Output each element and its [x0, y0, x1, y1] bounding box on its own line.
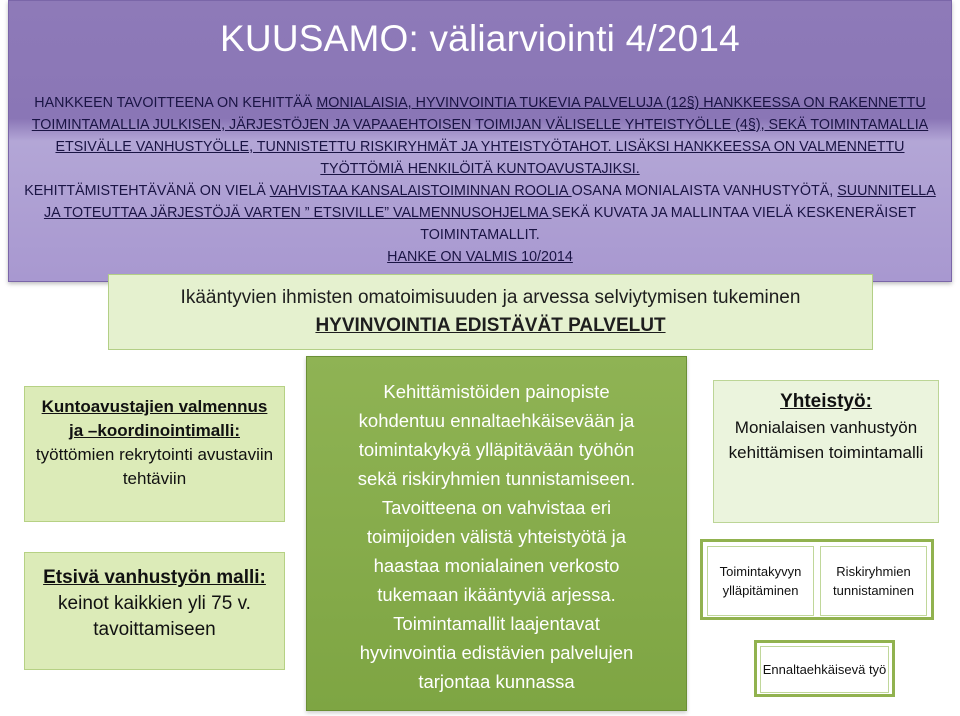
coaching-model-title-2: ja –koordinointimalli: [69, 421, 240, 440]
focus-line: sekä riskiryhmien tunnistamiseen. [357, 468, 636, 489]
outreach-model-desc-1: keinot kaikkien yli 75 v. [58, 593, 251, 614]
outreach-model-title: Etsivä vanhustyön malli: [43, 567, 266, 588]
risk-groups-box: Riskiryhmien tunnistaminen [820, 546, 927, 616]
focus-line: toimintakykyä ylläpitävään työhön [358, 439, 635, 460]
cooperation-box [713, 380, 939, 523]
focus-line: toimijoiden välistä yhteistyötä ja [366, 526, 627, 547]
outreach-model-desc-2: tavoittamiseen [93, 619, 216, 640]
focus-line: kohdentuu ennaltaehkäisevään ja [358, 410, 635, 431]
banner-title: HYVINVOINTIA EDISTÄVÄT PALVELUT [315, 315, 666, 336]
header-body [18, 92, 942, 268]
cooperation-title: Yhteistyö: [780, 391, 872, 412]
focus-line: tukemaan ikääntyviä arjessa. [377, 584, 616, 605]
page-title: KUUSAMO: väliarviointi 4/2014 [220, 18, 740, 59]
coaching-model-box [24, 386, 285, 522]
focus-column [306, 356, 687, 711]
focus-line: Toimintamallit laajentavat [393, 613, 600, 634]
ready-note: HANKE ON VALMIS 10/2014 [387, 249, 573, 265]
focus-line: tarjontaa kunnassa [418, 671, 575, 692]
functional-ability-box: Toimintakyvyn ylläpitäminen [707, 546, 814, 616]
banner-subtitle: Ikääntyvien ihmisten omatoimisuuden ja arvessa selviytymisen tukeminen [180, 287, 801, 308]
focus-line: haastaa monialainen verkosto [373, 555, 620, 576]
coaching-model-title-1: Kuntoavustajien valmennus [41, 397, 268, 416]
focus-line: Tavoitteena on vahvistaa eri [381, 497, 612, 518]
coaching-model-desc: työttömien rekrytointi avustaviin tehtäviin [35, 445, 274, 488]
cooperation-desc: Monialaisen vanhustyön kehittämisen toimintamalli [728, 418, 924, 462]
focus-line: hyvinvointia edistävien palvelujen [359, 642, 634, 663]
services-banner [108, 274, 873, 350]
outreach-model-box [24, 552, 285, 670]
prevention-box: Ennaltaehkäisevä työ [760, 646, 889, 693]
focus-line: Kehittämistöiden painopiste [383, 381, 610, 402]
task-paragraph: KEHITTÄMISTEHTÄVÄNÄ ON VIELÄ VAHVISTAA KANSALAISTOIMINNAN ROOLIA OSANA MONIALAISTA VANHUSTYÖTÄ, SUUNNITELLA JA TOTEUTTAA JÄRJESTÖJÄ VARTEN ” ETSIVILLE” VALMENNUSOHJELMA SEKÄ KUVATA JA MALLINTAA VIELÄ KESKENERÄISET TOIMINTAMALLIT. [24, 183, 936, 243]
intro-paragraph: HANKKEEN TAVOITTEENA ON KEHITTÄÄ MONIALAISIA, HYVINVOINTIA TUKEVIA PALVELUJA (12§) HANKKEESSA ON RAKENNETTU TOIMINTAMALLIA JULKISEN, JÄRJESTÖJEN JA VAPAAEHTOISEN TOIMIJAN VÄLISELLE YHTEISTYÖLLE (4§), SEKÄ TOIMINTAMALLIA ETSIVÄLLE VANHUSTYÖLLE, TUNNISTETTU RISKIRYHMÄT JA YHTEISTYÖTAHOT. LISÄKSI HANKKEESSA ON VALMENNETTU TYÖTTÖMIÄ HENKILÖITÄ KUNTOAVUSTAJIKSI. [31, 95, 929, 177]
